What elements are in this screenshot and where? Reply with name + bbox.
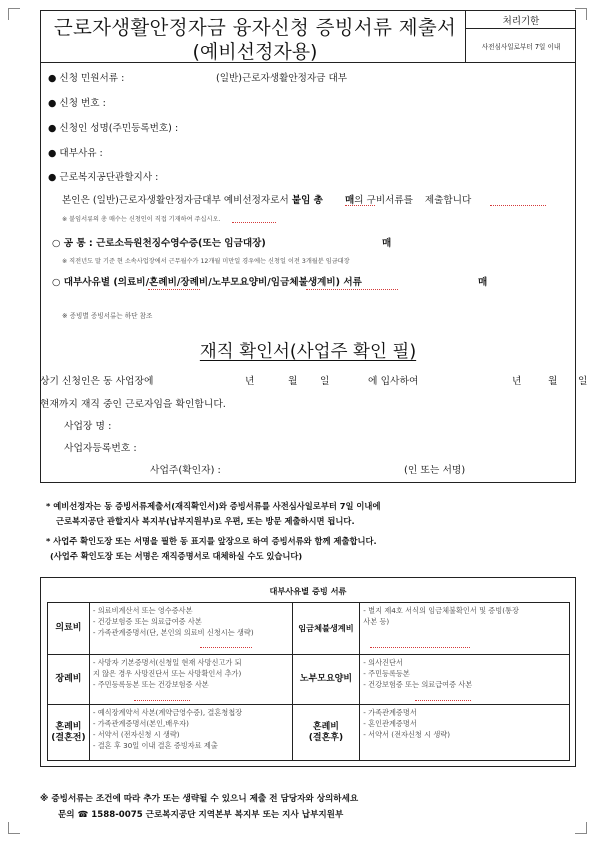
list-item: - 주민등록등본 또는 건강보험증 사본 — [92, 680, 209, 689]
business-registration-label: 사업자등록번호 : — [64, 443, 137, 454]
field-application-document-label: ● 신청 민원서류 : — [48, 73, 125, 84]
list-item: 사본 등) — [363, 617, 390, 626]
processing-period-label: 처리기한 — [502, 16, 540, 27]
item-reason-unit: 매 — [478, 277, 488, 288]
list-item: - 별지 제4호 서식의 임금체불확인서 및 증빙(통장 — [363, 606, 519, 615]
spellcheck-underline — [370, 647, 470, 648]
list-item: - 의사진단서 — [363, 658, 403, 667]
footer-line2: 문의 ☎ 1588-0075 근로복지공단 지역본부 복지부 또는 지사 납부지원부 — [58, 810, 344, 820]
spellcheck-underline — [490, 205, 546, 206]
document-subtitle: (예비선정자용) — [192, 41, 318, 63]
field-application-document-value: (일반)근로자생활안정자금 대부 — [216, 73, 348, 84]
workplace-name-label: 사업장 명 : — [64, 421, 112, 432]
seal-label: (인 또는 서명) — [404, 465, 466, 476]
item-common-label: ○ 공 통 : 근로소득원천징수영수증(또는 임금대장) — [52, 238, 266, 249]
items-note: ※ 증빙별 증빙서류는 하단 참조 — [62, 312, 153, 320]
crop-mark — [8, 8, 9, 20]
doc-wedding-before-label — [48, 705, 90, 761]
list-item: - 서약서 (전자신청 시 생략) — [363, 730, 451, 739]
list-item: - 주민등록등본 — [363, 669, 410, 678]
doc-wedding-after-sub: (결혼후) — [308, 732, 344, 743]
list-item: - 혼인관계증명서 — [363, 719, 417, 728]
spellcheck-underline — [306, 289, 398, 290]
list-item: - 가족관계증명서(단, 본인의 의료비 신청시는 생략) — [92, 628, 254, 637]
table-row — [48, 603, 570, 655]
item-common-note: ※ 직전년도 말 기준 현 소속사업장에서 근무월수가 12개월 미만일 경우에는 신청일 이전 3개월분 임금대장 — [62, 258, 350, 265]
employment-line1 — [40, 373, 588, 387]
statement-prefix: 본인은 (일반)근로자생활안정자금대부 예비선정자로서 — [62, 195, 292, 206]
doc-table — [47, 602, 570, 761]
item-reason-label: ○ 대부사유별 (의료비/혼례비/장례비/노부모요양비/임금체불생계비) 서류 — [52, 277, 362, 288]
statement-attach: 붙임 총 — [291, 195, 323, 206]
doc-wedding-after-title: 혼례비 — [312, 721, 339, 732]
crop-mark — [586, 822, 587, 834]
list-item: - 건강보험증 또는 의료급여증 사본 — [363, 680, 473, 689]
crop-mark — [586, 8, 587, 20]
list-item: - 결혼 후 30일 이내 결혼 증빙자료 제출 — [92, 741, 218, 750]
crop-mark — [8, 822, 9, 834]
list-item: - 가족관계증명서(본인,배우자) — [92, 719, 189, 728]
processing-period-value: 사전심사일로부터 7일 이내 — [481, 43, 561, 51]
crop-mark — [8, 833, 20, 834]
notice-1b: 근로복지공단 관할지사 복지부(납부지원부)로 우편, 또는 방문 제출하시면 됩니다. — [56, 516, 355, 526]
employment-day-1: 일 — [320, 376, 330, 387]
employment-text-a: 상기 신청인은 동 사업장에 — [40, 376, 154, 387]
field-branch-label: ● 근로복지공단관할지사 : — [48, 172, 159, 183]
doc-elderly-care-label: 노부모요양비 — [292, 655, 360, 705]
doc-wedding-before-sub: (결혼전) — [51, 732, 86, 743]
notice-2a: * 사업주 확인도장 또는 서명을 필한 동 표지를 앞장으로 하여 증빙서류와 함께 제출합니다. — [46, 536, 377, 546]
spellcheck-underline — [345, 205, 375, 206]
list-item: - 예식장계약서 사본(계약금영수증), 결혼청첩장 — [92, 708, 243, 717]
employment-line2: 현재까지 재직 중인 근로자임을 확인합니다. — [40, 399, 226, 410]
doc-funeral-items — [89, 655, 292, 705]
statement-text — [62, 192, 471, 206]
spellcheck-underline — [148, 289, 200, 290]
spellcheck-underline — [232, 222, 276, 223]
employment-year-1: 년 — [245, 376, 255, 387]
doc-medical-label: 의료비 — [48, 603, 90, 655]
table-row — [48, 655, 570, 705]
spellcheck-underline — [415, 700, 471, 701]
field-applicant-name-label: ● 신청인 성명(주민등록번호) : — [48, 123, 179, 134]
employment-month-1: 월 — [288, 376, 298, 387]
list-item: - 건강보험증 또는 의료급여증 사본 — [92, 617, 202, 626]
table-row — [48, 705, 570, 761]
field-loan-reason-label: ● 대부사유 : — [48, 148, 103, 159]
employment-day-2: 일 — [578, 376, 588, 387]
statement-suffix: 의 구비서류를 — [354, 195, 413, 206]
notice-1a: * 예비선정자는 동 증빙서류제출서(재직확인서)와 증빙서류를 사전심사일로부터 7일 이내에 — [46, 501, 381, 511]
crop-mark — [8, 8, 20, 9]
list-item: 지 않은 경우 사망진단서 또는 사망확인서 추가) — [92, 669, 242, 678]
doc-medical-items — [89, 603, 292, 655]
list-item: - 가족관계증명서 — [363, 708, 417, 717]
doc-table-title: 대부사유별 증빙 서류 — [269, 586, 347, 596]
employment-title: 재직 확인서(사업주 확인 필) — [199, 342, 417, 362]
processing-divider — [465, 28, 576, 29]
employment-month-2: 월 — [548, 376, 558, 387]
statement-unit: 매 — [344, 195, 355, 206]
spellcheck-underline — [134, 700, 190, 701]
document-title: 근로자생활안정자금 융자신청 증빙서류 제출서 — [53, 16, 457, 39]
field-application-number-label: ● 신청 번호 : — [48, 98, 106, 109]
item-common-unit: 매 — [382, 238, 392, 249]
owner-label: 사업주(확인자) : — [150, 465, 221, 476]
doc-elderly-care-items — [360, 655, 570, 705]
doc-wage-arrears-label: 임금체불생계비 — [292, 603, 360, 655]
employment-year-2: 년 — [512, 376, 522, 387]
doc-funeral-label: 장례비 — [48, 655, 90, 705]
statement-note: ※ 붙임서류의 총 매수는 신청인이 직접 기재하여 주십시오. — [62, 216, 221, 223]
list-item: - 의료비계산서 또는 영수증사본 — [92, 606, 193, 615]
employment-join-text: 에 입사하여 — [368, 376, 419, 387]
list-item: - 사망자 기본증명서(신청일 현재 사망신고가 되 — [92, 658, 242, 667]
doc-wedding-before-title: 혼례비 — [55, 721, 82, 732]
footer-line1: ※ 증빙서류는 조건에 따라 추가 또는 생략될 수 있으니 제출 전 담당자와 상의하세요 — [40, 794, 359, 804]
list-item: - 서약서 (전자신청 시 생략) — [92, 730, 180, 739]
doc-wedding-after-label — [292, 705, 360, 761]
doc-wedding-before-items — [89, 705, 292, 761]
doc-wedding-after-items — [360, 705, 570, 761]
notice-2b: (사업주 확인도장 또는 서명은 재직증명서로 대체하실 수도 있습니다) — [50, 551, 303, 561]
spellcheck-underline — [200, 647, 252, 648]
statement-submit: 제출합니다 — [424, 195, 472, 206]
